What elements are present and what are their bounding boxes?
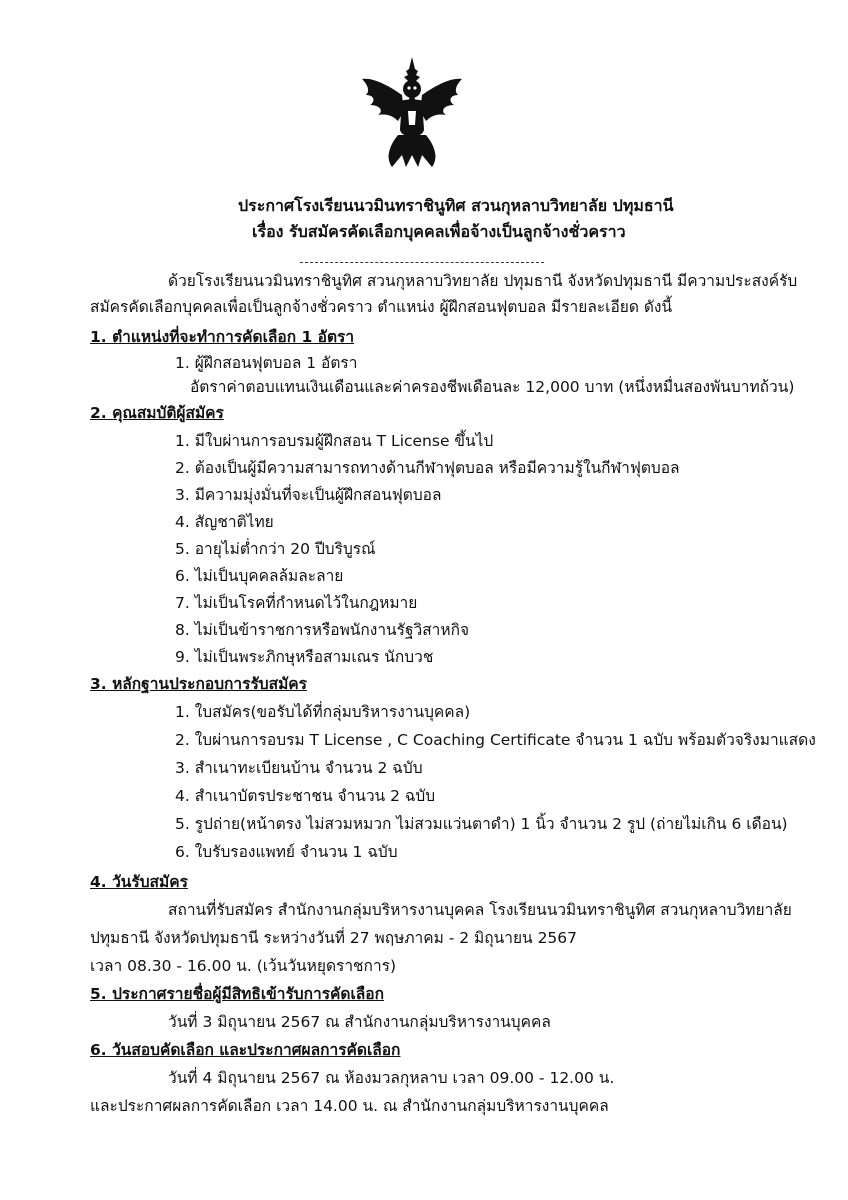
announcement-subject: เรื่อง รับสมัครคัดเลือกบุคคลเพื่อจ้างเป็นลูกจ้างชั่วคราว [252,222,626,241]
qualification-item: 6. ไม่เป็นบุคคลล้มละลาย [175,567,344,585]
document-item: 4. สำเนาบัตรประชาชน จำนวน 2 ฉบับ [175,787,436,805]
document-item: 2. ใบผ่านการอบรม T License , C Coaching Certificate จำนวน 1 ฉบับ พร้อมตัวจริงมาแสดง [175,731,816,749]
garuda-emblem-icon [358,55,466,175]
section-1-heading: 1. ตำแหน่งที่จะทำการคัดเลือก 1 อัตรา [90,328,355,346]
qualification-item: 3. มีความมุ่งมั่นที่จะเป็นผู้ฝึกสอนฟุตบอล [175,486,442,504]
qualification-item: 5. อายุไม่ต่ำกว่า 20 ปีบริบูรณ์ [175,540,376,558]
qualification-item: 9. ไม่เป็นพระภิกษุหรือสามเณร นักบวช [175,648,434,666]
announcement-title: ประกาศโรงเรียนนวมินทราชินูทิศ สวนกุหลาบวิทยาลัย ปทุมธานี [238,196,674,215]
application-hours: เวลา 08.30 - 16.00 น. (เว้นวันหยุดราชการ) [90,957,397,975]
section-1-item: 1. ผู้ฝึกสอนฟุตบอล 1 อัตรา [175,354,358,372]
section-1-salary: อัตราค่าตอบแทนเงินเดือนและค่าครองชีพเดือนละ 12,000 บาท (หนึ่งหมื่นสองพันบาทถ้วน) [190,378,795,396]
result-announcement: และประกาศผลการคัดเลือก เวลา 14.00 น. ณ สำนักงานกลุ่มบริหารงานบุคคล [90,1097,609,1115]
application-location: สถานที่รับสมัคร สำนักงานกลุ่มบริหารงานบุคคล โรงเรียนนวมินทราชินูทิศ สวนกุหลาบวิทยาลัย [168,901,792,919]
document-item: 1. ใบสมัคร(ขอรับได้ที่กลุ่มบริหารงานบุคคล) [175,703,471,721]
qualification-item: 2. ต้องเป็นผู้มีความสามารถทางด้านกีฬาฟุตบอล หรือมีความรู้ในกีฬาฟุตบอล [175,459,680,477]
intro-line-2: สมัครคัดเลือกบุคคลเพื่อเป็นลูกจ้างชั่วคราว ตำแหน่ง ผู้ฝึกสอนฟุตบอล มีรายละเอียด ดังนี้ [90,298,673,316]
section-2-heading: 2. คุณสมบัติผู้สมัคร [90,404,224,422]
document-item: 5. รูปถ่าย(หน้าตรง ไม่สวมหมวก ไม่สวมแว่นตาดำ) 1 นิ้ว จำนวน 2 รูป (ถ่ายไม่เกิน 6 เดือน) [175,815,788,833]
exam-date: วันที่ 4 มิถุนายน 2567 ณ ห้องมวลกุหลาบ เวลา 09.00 - 12.00 น. [168,1069,615,1087]
candidate-list-date: วันที่ 3 มิถุนายน 2567 ณ สำนักงานกลุ่มบริหารงานบุคคล [168,1013,551,1031]
intro-line-1: ด้วยโรงเรียนนวมินทราชินูทิศ สวนกุหลาบวิทยาลัย ปทุมธานี จังหวัดปทุมธานี มีความประสงค์รับ [168,272,798,290]
title-divider [300,262,544,263]
document-item: 3. สำเนาทะเบียนบ้าน จำนวน 2 ฉบับ [175,759,423,777]
qualification-item: 8. ไม่เป็นข้าราชการหรือพนักงานรัฐวิสาหกิจ [175,621,470,639]
section-4-heading: 4. วันรับสมัคร [90,873,188,891]
section-6-heading: 6. วันสอบคัดเลือก และประกาศผลการคัดเลือก [90,1041,401,1059]
section-5-heading: 5. ประกาศรายชื่อผู้มีสิทธิเข้ารับการคัดเลือก [90,985,384,1003]
qualification-item: 7. ไม่เป็นโรคที่กำหนดไว้ในกฎหมาย [175,594,418,612]
application-dates: ปทุมธานี จังหวัดปทุมธานี ระหว่างวันที่ 27 พฤษภาคม - 2 มิถุนายน 2567 [90,929,578,947]
document-item: 6. ใบรับรองแพทย์ จำนวน 1 ฉบับ [175,843,398,861]
section-3-heading: 3. หลักฐานประกอบการรับสมัคร [90,675,307,693]
qualification-item: 1. มีใบผ่านการอบรมผู้ฝึกสอน T License ขึ้นไป [175,432,494,450]
qualification-item: 4. สัญชาติไทย [175,513,274,531]
